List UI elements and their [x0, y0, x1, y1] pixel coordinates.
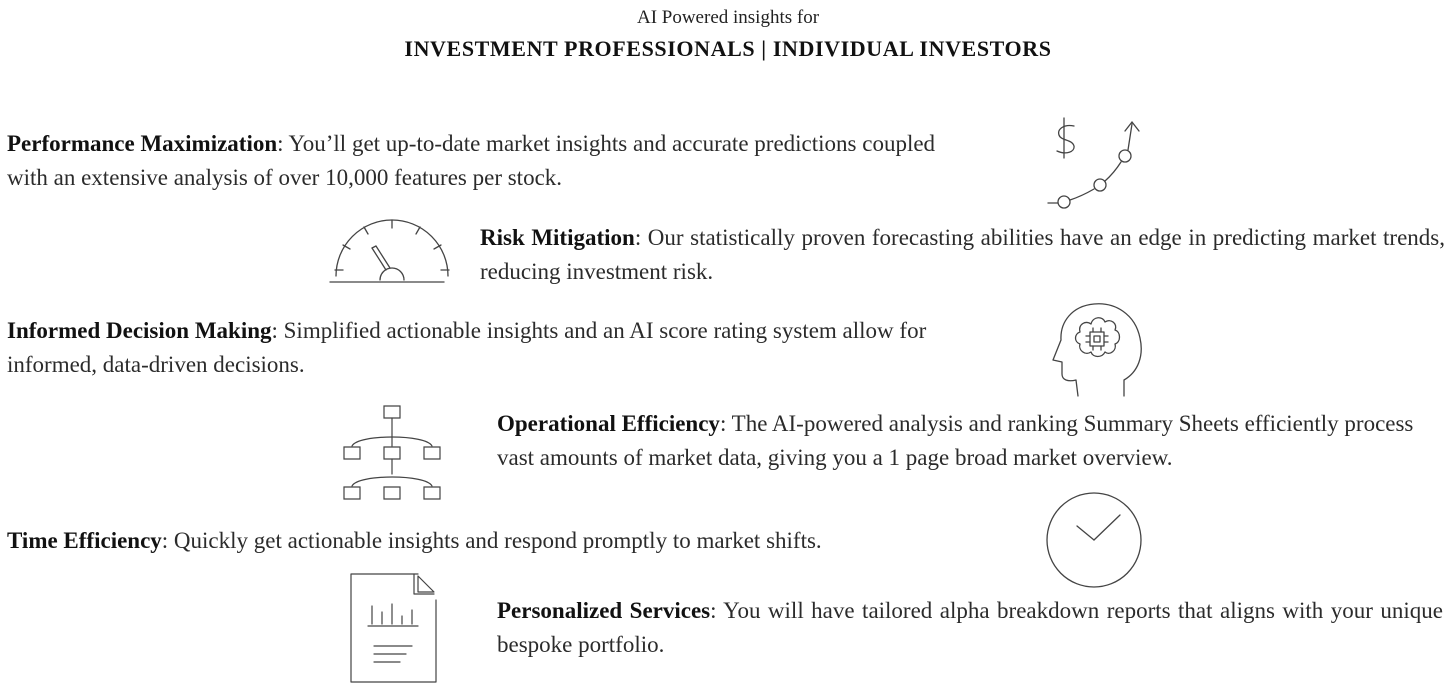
hierarchy-chart-icon	[340, 404, 446, 504]
report-document-icon	[346, 570, 440, 686]
ai-brain-head-icon	[1048, 296, 1144, 404]
feature-personalized-services	[497, 594, 1443, 662]
feature-description: : Simplified actionable insights and an AI score rating system allow for informed, data-driven decisions.	[7, 318, 927, 377]
feature-description: : You’ll get up-to-date market insights and accurate predictions coupled with an extensive analysis of over 10,000 features per stock.	[7, 131, 936, 190]
clock-icon	[1044, 492, 1144, 592]
page-title: INVESTMENT PROFESSIONALS | INDIVIDUAL INVESTORS	[404, 36, 1052, 61]
feature-description: : Our statistically proven forecasting abilities have an edge in predicting market trends, reducing investment risk.	[480, 225, 1445, 284]
page-subtitle: AI Powered insights for	[636, 7, 820, 28]
gauge-icon	[330, 218, 454, 288]
feature-description: : You will have tailored alpha breakdown reports that aligns with your unique bespoke portfolio.	[497, 598, 1443, 657]
feature-informed-decision-making	[7, 314, 977, 382]
feature-name: Personalized Services	[497, 598, 711, 623]
feature-time-efficiency	[7, 524, 977, 558]
feature-name: Informed Decision Making	[7, 318, 272, 343]
feature-description: : Quickly get actionable insights and respond promptly to market shifts.	[161, 528, 822, 553]
feature-name: Risk Mitigation	[480, 225, 635, 250]
feature-description: : The AI-powered analysis and ranking Summary Sheets efficiently process vast amounts of market data, giving you a 1 page broad market overview.	[497, 411, 1414, 470]
page-header	[0, 6, 1456, 64]
feature-name: Performance Maximization	[7, 131, 278, 156]
feature-name: Operational Efficiency	[497, 411, 720, 436]
feature-risk-mitigation	[480, 221, 1445, 289]
feature-operational-efficiency	[497, 407, 1452, 475]
feature-performance-maximization	[7, 127, 977, 195]
dollar-growth-icon	[1044, 116, 1148, 212]
feature-name: Time Efficiency	[7, 528, 162, 553]
